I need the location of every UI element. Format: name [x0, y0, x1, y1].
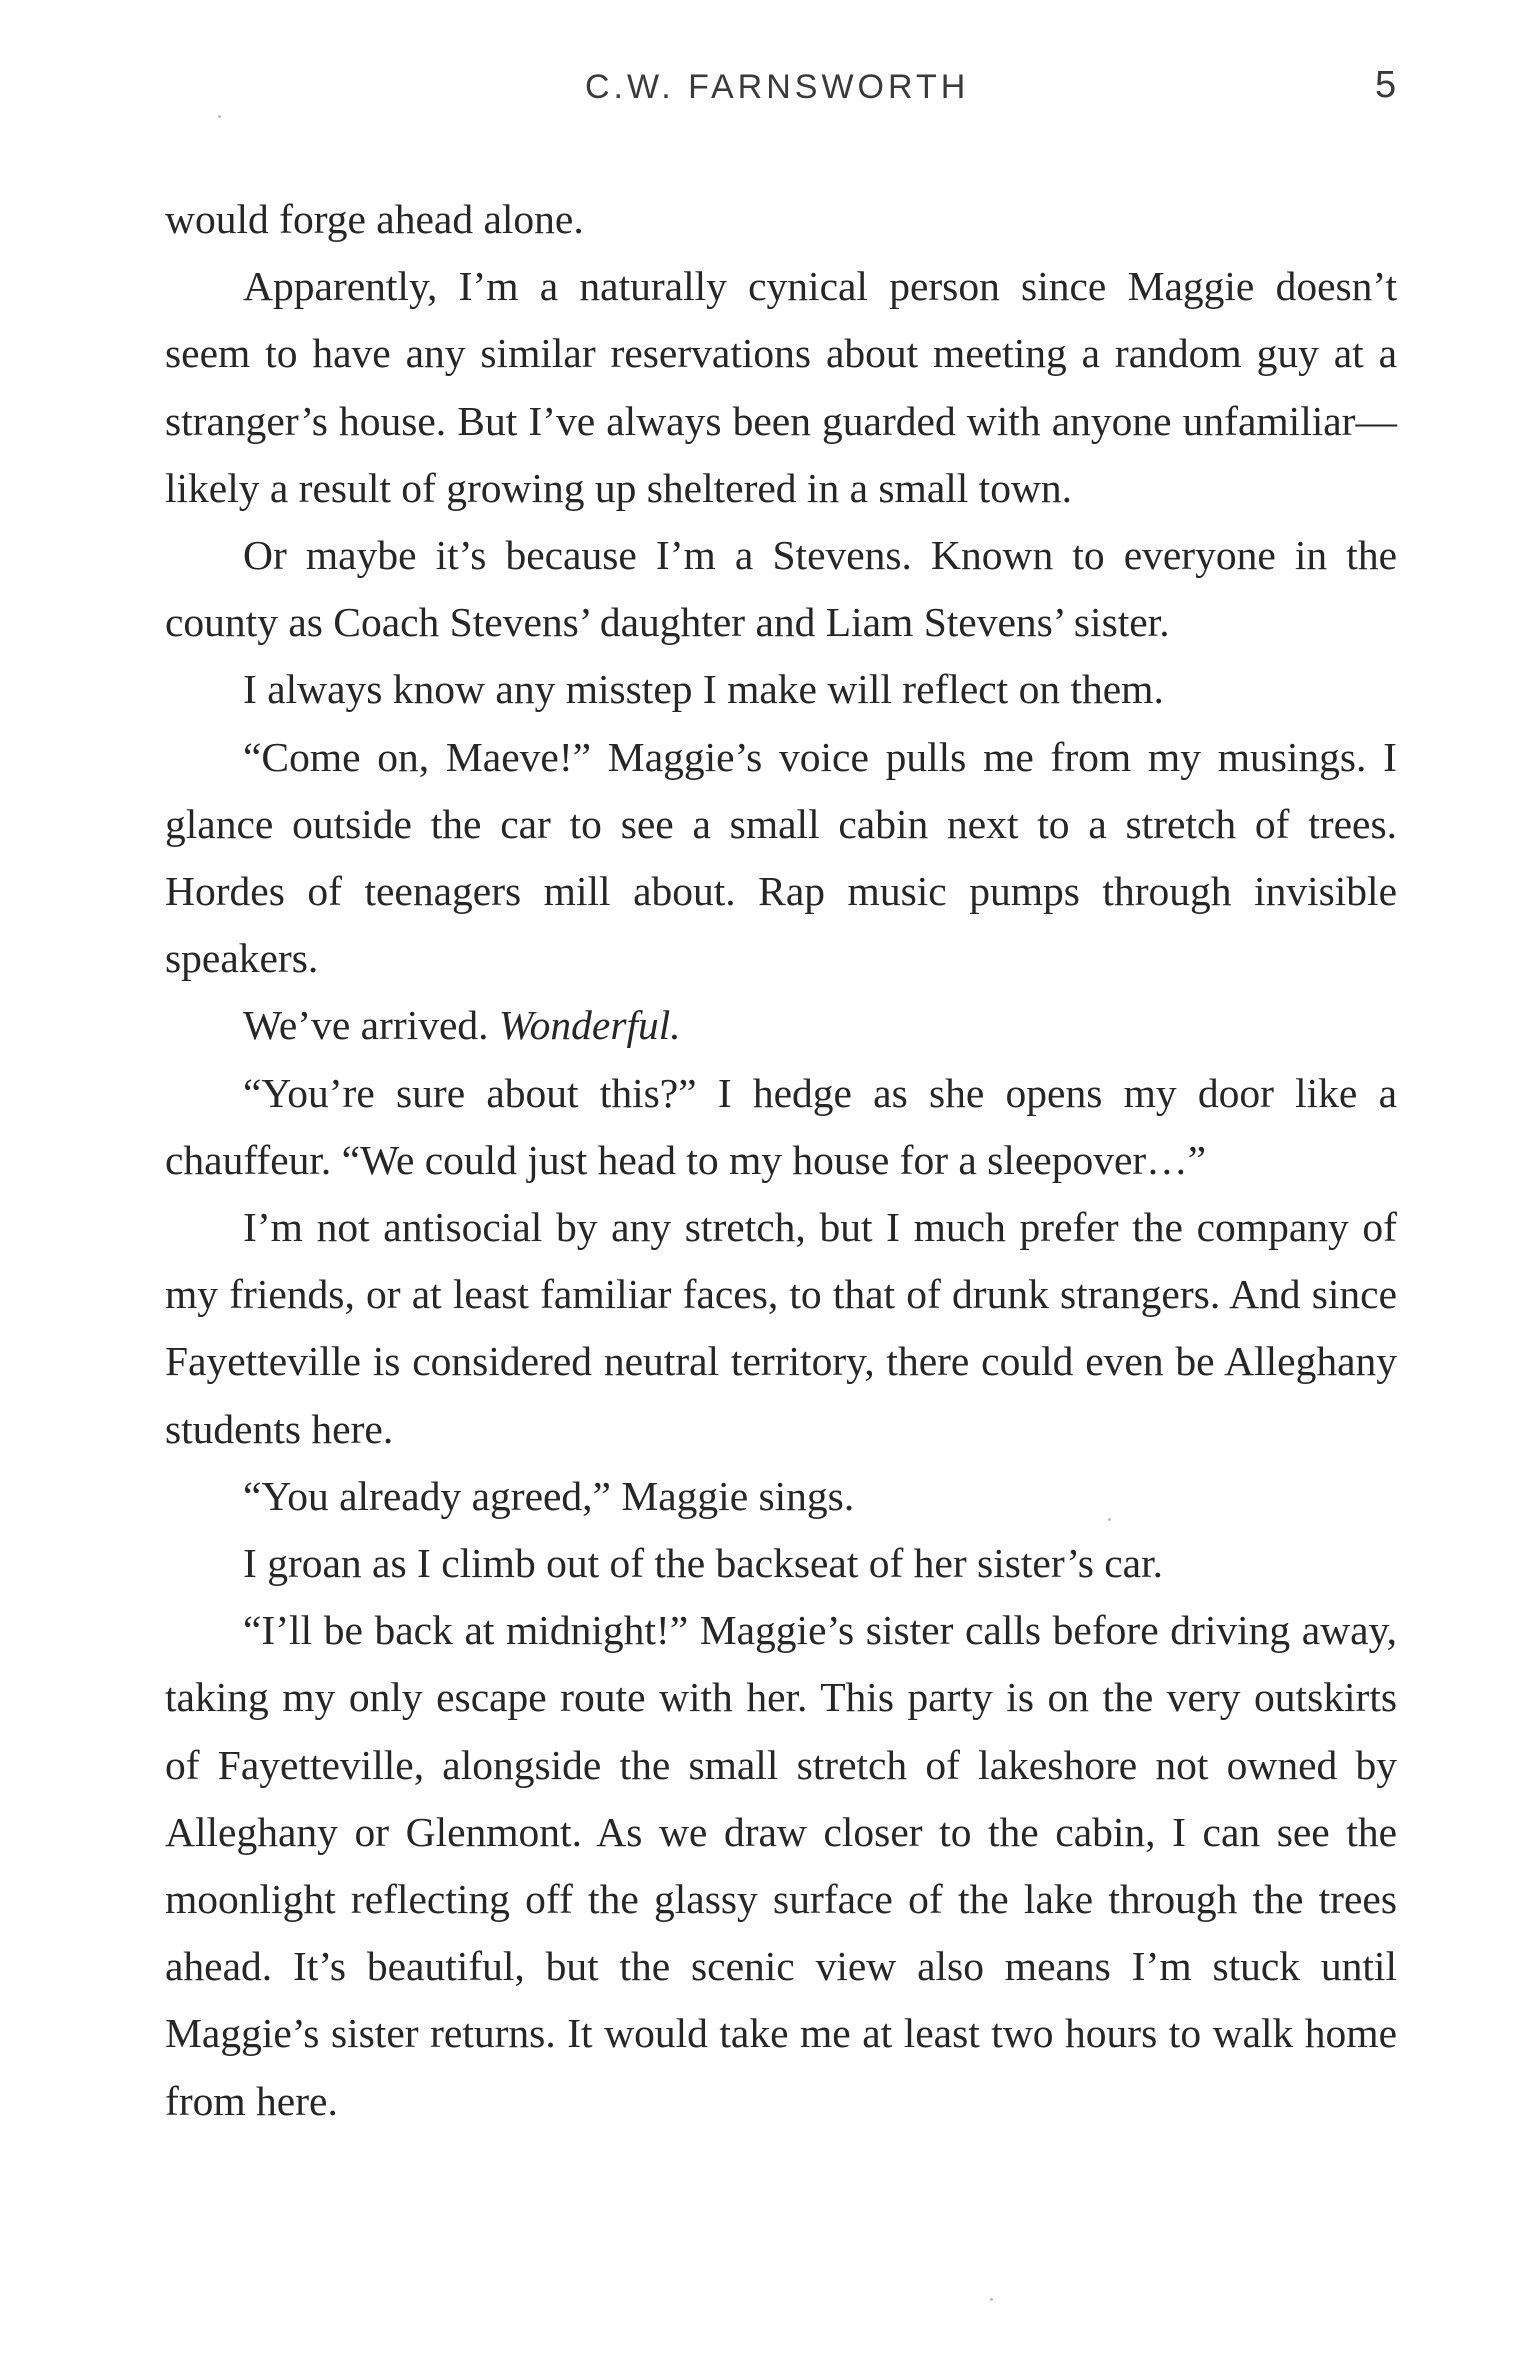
paragraph: “Come on, Maeve!” Maggie’s voice pulls me from my musings. I glance outside the car to see a small cabin next to a stretch of trees. Hordes of teenagers mill about. Rap music pumps through invisible speakers.	[165, 733, 1397, 982]
running-header	[0, 64, 1514, 118]
paragraph: We’ve arrived. Wonderful.	[243, 1002, 681, 1049]
paragraph: “I’ll be back at midnight!” Maggie’s sister calls before driving away, taking my only escape route with her. This party is on the very outskirts of Fayetteville, alongside the small stretch of lakeshore not owned by Alleghany or Glenmont. As we draw closer to the cabin, I can see the moonlight reflecting off the glassy surface of the lake through the trees ahead. It’s beautiful, but the scenic view also means I’m stuck until Maggie’s sister returns. It would take me at least two hours to walk home from here.	[165, 1607, 1397, 2124]
body-text	[165, 186, 1397, 2135]
paragraph: I groan as I climb out of the backseat of her sister’s car.	[243, 1540, 1163, 1587]
paragraph: would forge ahead alone.	[165, 196, 584, 242]
scan-speck	[1108, 1518, 1111, 1521]
paragraph: I always know any misstep I make will reflect on them.	[243, 666, 1164, 713]
paragraph: “You’re sure about this?” I hedge as she opens my door like a chauffeur. “We could just head to my house for a sleepover…”	[165, 1069, 1397, 1183]
page-number: 5	[1375, 64, 1397, 106]
emphasis-text: Wonderful.	[498, 1002, 681, 1049]
paragraph: Apparently, I’m a naturally cynical person since Maggie doesn’t seem to have any similar reservations about meeting a random guy at a stranger’s house. But I’ve always been guarded with anyone unfamiliar—likely a result of growing up sheltered in a small town.	[165, 263, 1397, 511]
author-name: C.W. FARNSWORTH	[585, 68, 970, 106]
paragraph: Or maybe it’s because I’m a Stevens. Known to everyone in the county as Coach Stevens’ daughter and Liam Stevens’ sister.	[165, 532, 1397, 646]
scan-speck	[218, 115, 221, 118]
scan-speck	[990, 2298, 993, 2301]
paragraph: I’m not antisocial by any stretch, but I much prefer the company of my friends, or at least familiar faces, to that of drunk strangers. And since Fayetteville is considered neutral territory, there could even be Alleghany students here.	[165, 1204, 1397, 1452]
paragraph: “You already agreed,” Maggie sings.	[243, 1472, 855, 1519]
